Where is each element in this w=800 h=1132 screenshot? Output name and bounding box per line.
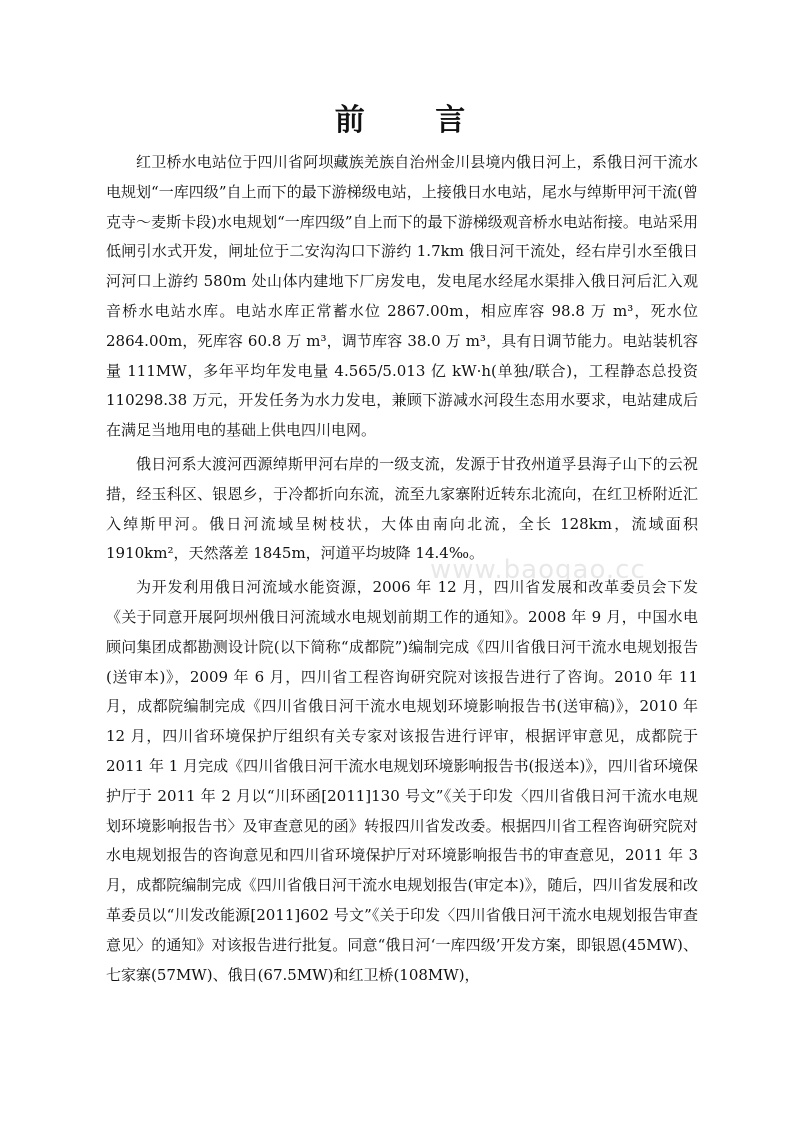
paragraph: 为开发利用俄日河流域水能资源，2006 年 12 月，四川省发展和改革委员会下发《关于同意开展阿坝州俄日河流域水电规划前期工作的通知》。2008 年 9 月，中国水电顾问集团成都勘测设计院(以下简称“成都院”)编制完成《四川省俄日河干流水电规划报告(送审本)》，2009 年 6 月，四川省工程咨询研究院对该报告进行了咨询。2010 年 11 月，成都院编制完成《四川省俄日河干流水电规划环境影响报告书(送审稿)》，2010 年 12 月，四川省环境保护厅组织有关专家对该报告进行评审，根据评审意见，成都院于 2011 年 1 月完成《四川省俄日河干流水电规划环境影响报告书(报送本)》，四川省环境保护厅于 2011 年 2 月以“川环函[2011]130 号文”《关于印发〈四川省俄日河干流水电规划环境影响报告书〉及审查意见的函》转报四川省发改委。根据四川省工程咨询研究院对水电规划报告的咨询意见和四川省环境保护厅对环境影响报告书的审查意见，2011 年 3 月，成都院编制完成《四川省俄日河干流水电规划报告(审定本)》，随后，四川省发展和改革委员以“川发改能源[2011]602 号文”《关于印发〈四川省俄日河干流水电规划报告审查意见〉的通知》对该报告进行批复。同意“俄日河‘一库四级’开发方案，即银恩(45MW)、七家寨(57MW)、俄日(67.5MW)和红卫桥(108MW)， [106, 578, 698, 984]
paragraph: 俄日河系大渡河西源绰斯甲河右岸的一级支流，发源于甘孜州道孚县海子山下的云祝措，经玉科区、银恩乡，于冷都折向东流，流至九家寨附近转东北流向，在红卫桥附近汇入绰斯甲河。俄日河流域呈树枝状，大体由南向北流，全长 128km，流域面积 1910km²，天然落差 1845m，河道平均坡降 14.4‰。 [106, 454, 698, 563]
watermark: www.baogao.cc [430, 555, 646, 585]
paragraph: 红卫桥水电站位于四川省阿坝藏族羌族自治州金川县境内俄日河上，系俄日河干流水电规划“一库四级”自上而下的最下游梯级电站，上接俄日水电站，尾水与绰斯甲河干流(曾克寺～麦斯卡段)水电规划“一库四级”自上而下的最下游梯级观音桥水电站衔接。电站采用低闸引水式开发，闸址位于二安沟沟口下游约 1.7km 俄日河干流处，经右岸引水至俄日河河口上游约 580m 处山体内建地下厂房发电，发电尾水经尾水渠排入俄日河后汇入观音桥水电站水库。电站水库正常蓄水位 2867.00m，相应库容 98.8 万 m³，死水位 2864.00m，死库容 60.8 万 m³，调节库容 38.0 万 m³，具有日调节能力。电站装机容量 111MW，多年平均年发电量 4.565/5.013 亿 kW·h(单独/联合)，工程静态总投资 110298.38 万元，开发任务为水力发电，兼顾下游减水河段生态用水要求，电站建成后在满足当地用电的基础上供电四川电网。 [106, 153, 698, 440]
page-title: 前 言 [334, 103, 496, 138]
document-body [106, 148, 698, 994]
